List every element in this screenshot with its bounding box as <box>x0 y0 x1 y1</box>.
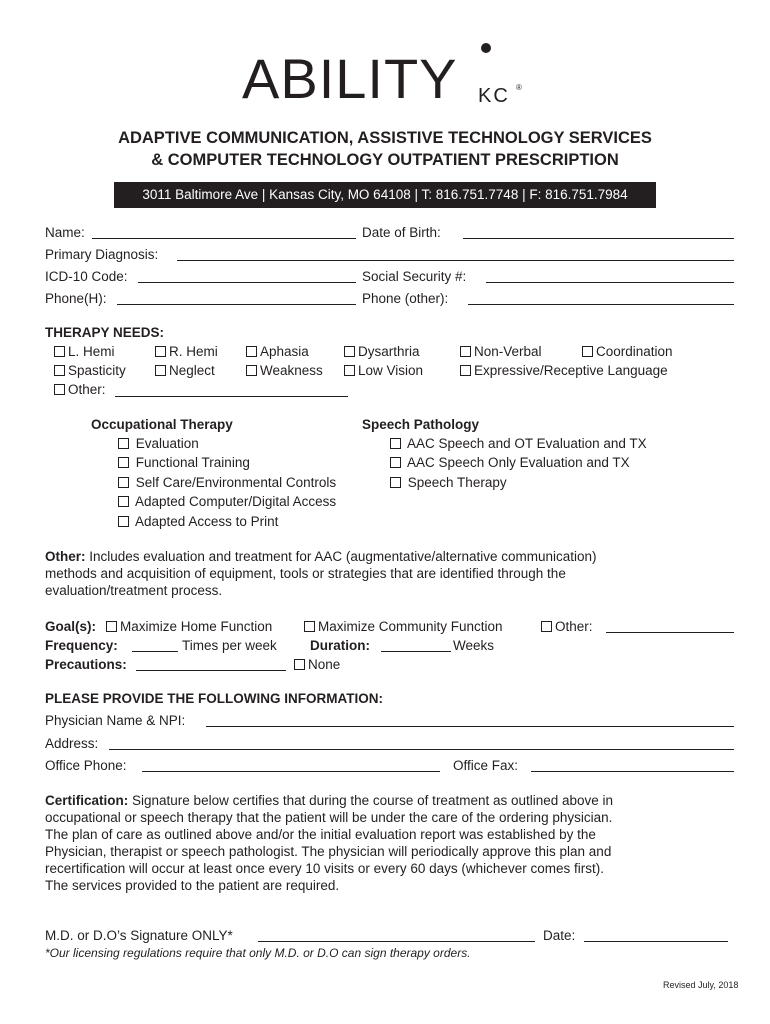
certification-line: Signature below certifies that during the course of treatment as outlined above in <box>128 793 614 808</box>
other-para-line: evaluation/treatment process. <box>45 583 223 598</box>
checkbox-box[interactable] <box>118 496 129 507</box>
ssn-field[interactable] <box>486 282 734 283</box>
checkbox-label: Self Care/Environmental Controls <box>135 475 337 490</box>
checkbox-box[interactable] <box>118 516 129 527</box>
sp-aac-only[interactable] <box>390 455 630 470</box>
checkbox-low-vision[interactable] <box>344 363 423 378</box>
office-phone-label: Office Phone: <box>45 758 127 773</box>
certification-paragraph <box>45 792 735 894</box>
ot-heading: Occupational Therapy <box>91 417 233 432</box>
checkbox-label: Evaluation <box>135 436 199 451</box>
goal-other[interactable] <box>541 619 593 634</box>
goal-other-field[interactable] <box>606 632 734 633</box>
logo-registered-mark: ® <box>516 83 522 92</box>
checkbox-box[interactable] <box>155 346 166 357</box>
checkbox-label: Spasticity <box>68 363 126 378</box>
checkbox-box[interactable] <box>541 621 552 632</box>
checkbox-label: AAC Speech Only Evaluation and TX <box>407 455 630 470</box>
checkbox-box[interactable] <box>246 365 257 376</box>
logo-wordmark: ABILITY <box>242 47 458 108</box>
checkbox-label: Aphasia <box>260 344 309 359</box>
icd-label: ICD-10 Code: <box>45 269 128 284</box>
checkbox-expressive-receptive[interactable] <box>460 363 668 378</box>
checkbox-dysarthria[interactable] <box>344 344 420 359</box>
checkbox-label: Expressive/Receptive Language <box>474 363 668 378</box>
physician-heading: PLEASE PROVIDE THE FOLLOWING INFORMATION: <box>45 691 383 706</box>
checkbox-label: Low Vision <box>358 363 424 378</box>
checkbox-box[interactable] <box>460 346 471 357</box>
diagnosis-field[interactable] <box>177 260 734 261</box>
checkbox-label: Adapted Computer/Digital Access <box>135 494 337 509</box>
title-line-1: ADAPTIVE COMMUNICATION, ASSISTIVE TECHNOLOGY SERVICES <box>118 129 652 147</box>
diagnosis-label: Primary Diagnosis: <box>45 247 159 262</box>
physician-address-label: Address: <box>45 736 99 751</box>
checkbox-label: Adapted Access to Print <box>135 514 279 529</box>
other-para-line: Includes evaluation and treatment for AAC (augmentative/alternative communication) <box>85 549 597 564</box>
certification-line: occupational or speech therapy that the patient will be under the care of the ordering physician. <box>45 810 613 825</box>
precautions-field[interactable] <box>136 670 286 671</box>
other-need-field[interactable] <box>115 396 348 397</box>
ot-evaluation[interactable] <box>118 436 199 451</box>
checkbox-spasticity[interactable] <box>54 363 126 378</box>
dob-label: Date of Birth: <box>362 225 441 240</box>
licensing-note: *Our licensing regulations require that only M.D. or D.O can sign therapy orders. <box>45 946 471 960</box>
ot-adapted-print[interactable] <box>118 514 278 529</box>
certification-label: Certification: <box>45 793 129 808</box>
address-bar: 3011 Baltimore Ave | Kansas City, MO 64108 | T: 816.751.7748 | F: 816.751.7984 <box>114 182 656 208</box>
checkbox-label: L. Hemi <box>68 344 115 359</box>
other-para-label: Other: <box>45 549 86 564</box>
checkbox-box[interactable] <box>304 621 315 632</box>
checkbox-label: Non-Verbal <box>474 344 542 359</box>
logo-figure-head <box>481 43 491 53</box>
checkbox-box[interactable] <box>118 477 129 488</box>
checkbox-aphasia[interactable] <box>246 344 309 359</box>
phone-other-field[interactable] <box>468 304 734 305</box>
checkbox-box[interactable] <box>155 365 166 376</box>
checkbox-label: None <box>308 657 341 672</box>
checkbox-box[interactable] <box>54 346 65 357</box>
certification-line: The plan of care as outlined above and/or the initial evaluation report was established by the <box>45 827 596 842</box>
precautions-none[interactable] <box>294 657 340 672</box>
name-field[interactable] <box>92 238 356 239</box>
phone-h-field[interactable] <box>117 304 356 305</box>
checkbox-r-hemi[interactable] <box>155 344 218 359</box>
ssn-label: Social Security #: <box>362 269 467 284</box>
goals-label: Goal(s): <box>45 619 97 634</box>
name-label: Name: <box>45 225 85 240</box>
checkbox-box[interactable] <box>582 346 593 357</box>
checkbox-label: Other: <box>68 382 106 397</box>
checkbox-label: Speech Therapy <box>407 475 507 490</box>
phone-h-label: Phone(H): <box>45 291 107 306</box>
logo-kc: KC <box>478 85 510 107</box>
certification-line: The services provided to the patient are required. <box>45 878 340 893</box>
signature-field[interactable] <box>258 941 535 942</box>
checkbox-neglect[interactable] <box>155 363 215 378</box>
icd-field[interactable] <box>138 282 356 283</box>
checkbox-weakness[interactable] <box>246 363 323 378</box>
dob-field[interactable] <box>463 238 734 239</box>
checkbox-label: Weakness <box>260 363 323 378</box>
signature-date-field[interactable] <box>584 941 728 942</box>
checkbox-label: Neglect <box>169 363 215 378</box>
checkbox-box[interactable] <box>344 365 355 376</box>
therapy-needs-heading: THERAPY NEEDS: <box>45 325 165 340</box>
checkbox-label: Functional Training <box>135 455 250 470</box>
checkbox-box[interactable] <box>390 477 401 488</box>
goal-community[interactable] <box>304 619 503 634</box>
title-line-2: & COMPUTER TECHNOLOGY OUTPATIENT PRESCRIPTION <box>151 151 619 169</box>
checkbox-label: Coordination <box>596 344 673 359</box>
signature-date-label: Date: <box>543 928 576 943</box>
times-per-week: Times per week <box>182 638 277 653</box>
checkbox-box[interactable] <box>390 457 401 468</box>
sp-speech-therapy[interactable] <box>390 475 507 490</box>
frequency-field[interactable] <box>132 651 178 652</box>
checkbox-box[interactable] <box>54 384 65 395</box>
checkbox-box[interactable] <box>460 365 471 376</box>
physician-name-field[interactable] <box>206 726 734 727</box>
checkbox-other-need[interactable] <box>54 382 106 397</box>
physician-name-label: Physician Name & NPI: <box>45 713 186 728</box>
revised-date: Revised July, 2018 <box>663 980 739 990</box>
other-paragraph <box>45 548 735 599</box>
checkbox-non-verbal[interactable] <box>460 344 542 359</box>
checkbox-box[interactable] <box>106 621 117 632</box>
certification-line: recertification will occur at least once every 10 visits or every 60 days (whichever comes first). <box>45 861 604 876</box>
ot-functional-training[interactable] <box>118 455 250 470</box>
duration-label: Duration: <box>310 638 370 653</box>
physician-address-field[interactable] <box>109 749 734 750</box>
other-para-line: methods and acquisition of equipment, tools or strategies that are identified through the <box>45 566 566 581</box>
checkbox-box[interactable] <box>390 438 401 449</box>
checkbox-label: R. Hemi <box>169 344 218 359</box>
ot-adapted-computer[interactable] <box>118 494 336 509</box>
checkbox-box[interactable] <box>118 438 129 449</box>
frequency-label: Frequency: <box>45 638 118 653</box>
sp-aac-ot[interactable] <box>390 436 647 451</box>
ability-kc-logo <box>0 40 770 108</box>
logo-graphic <box>240 40 530 108</box>
checkbox-box[interactable] <box>54 365 65 376</box>
checkbox-box[interactable] <box>344 346 355 357</box>
checkbox-box[interactable] <box>294 659 305 670</box>
weeks-label: Weeks <box>453 638 495 653</box>
certification-line: Physician, therapist or speech pathologist. The physician will periodically approve this plan and <box>45 844 612 859</box>
checkbox-label: Maximize Community Function <box>318 619 503 634</box>
checkbox-box[interactable] <box>118 457 129 468</box>
checkbox-box[interactable] <box>246 346 257 357</box>
checkbox-l-hemi[interactable] <box>54 344 115 359</box>
phone-other-label: Phone (other): <box>362 291 449 306</box>
sp-heading: Speech Pathology <box>362 417 480 432</box>
checkbox-label: Maximize Home Function <box>120 619 273 634</box>
checkbox-label: Other: <box>555 619 593 634</box>
checkbox-label: Dysarthria <box>358 344 420 359</box>
goal-home[interactable] <box>106 619 272 634</box>
office-fax-label: Office Fax: <box>453 758 519 773</box>
precautions-label: Precautions: <box>45 657 127 672</box>
form-title <box>0 127 770 171</box>
office-phone-field[interactable] <box>142 771 440 772</box>
checkbox-coordination[interactable] <box>582 344 673 359</box>
duration-field[interactable] <box>381 651 451 652</box>
office-fax-field[interactable] <box>531 771 734 772</box>
checkbox-label: AAC Speech and OT Evaluation and TX <box>407 436 647 451</box>
ot-self-care[interactable] <box>118 475 336 490</box>
signature-label: M.D. or D.O’s Signature ONLY* <box>45 928 233 943</box>
